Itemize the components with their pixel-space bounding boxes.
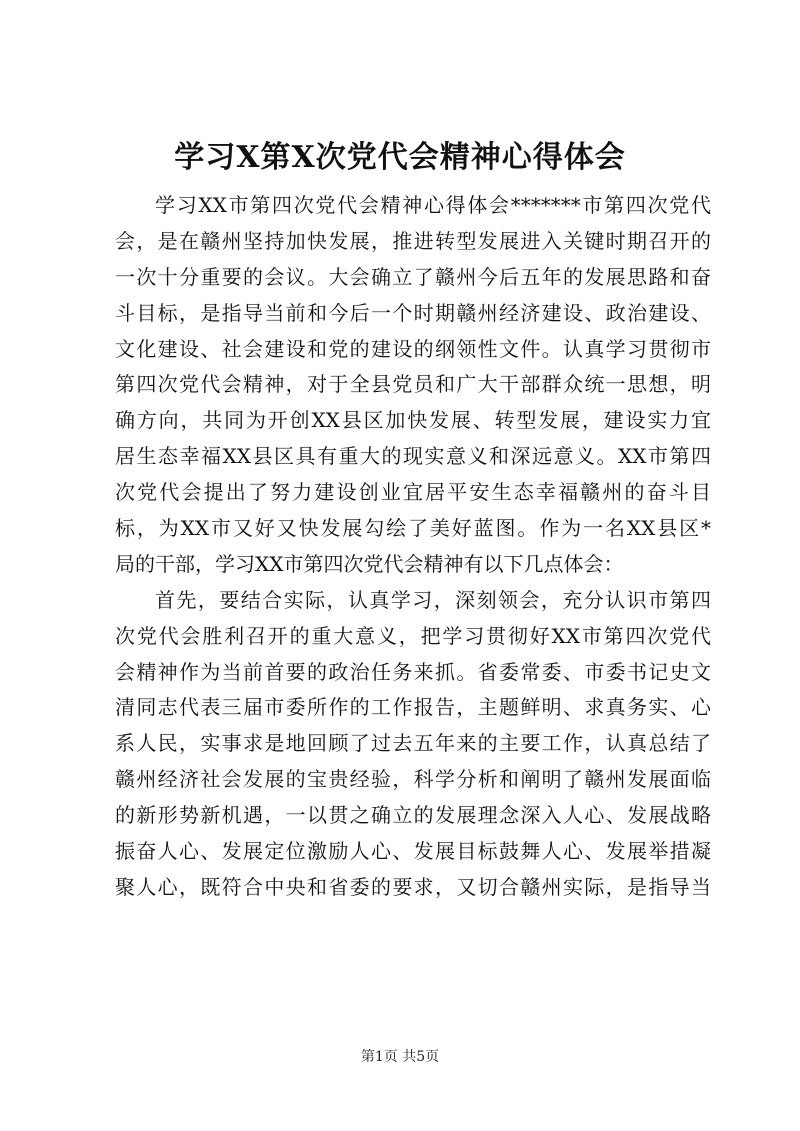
body-line: 学习XX市第四次党代会精神心得体会*******市第四次党代	[155, 193, 711, 217]
document-body	[115, 188, 711, 906]
body-line: 斗目标，是指导当前和今后一个时期赣州经济建设、政治建设、	[115, 300, 711, 325]
body-line: 首先，要结合实际，认真学习，深刻领会，充分认识市第四	[155, 587, 711, 612]
body-line: 一次十分重要的会议。大会确立了赣州今后五年的发展思路和奋	[115, 264, 711, 289]
body-line: 标，为XX市又好又快发展勾绘了美好蓝图。作为一名XX县区*	[115, 516, 711, 541]
document-title: 学习X第X次党代会精神心得体会	[174, 140, 626, 175]
body-line: 聚人心，既符合中央和省委的要求，又切合赣州实际，是指导当	[115, 874, 711, 899]
body-line: 振奋人心、发展定位激励人心、发展目标鼓舞人心、发展举措凝	[115, 839, 711, 864]
body-line: 的新形势新机遇，一以贯之确立的发展理念深入人心、发展战略	[115, 803, 711, 828]
body-line: 次党代会胜利召开的重大意义，把学习贯彻好XX市第四次党代	[115, 623, 711, 648]
body-line: 赣州经济社会发展的宝贵经验，科学分析和阐明了赣州发展面临	[115, 767, 711, 792]
body-line: 清同志代表三届市委所作的工作报告，主题鲜明、求真务实、心	[115, 695, 711, 720]
body-line: 系人民，实事求是地回顾了过去五年来的主要工作，认真总结了	[115, 731, 711, 756]
body-line: 文化建设、社会建设和党的建设的纲领性文件。认真学习贯彻市	[115, 336, 711, 361]
body-line: 第四次党代会精神，对于全县党员和广大干部群众统一思想，明	[115, 372, 711, 397]
body-line: 次党代会提出了努力建设创业宜居平安生态幸福赣州的奋斗目	[115, 480, 711, 505]
body-line: 局的干部，学习XX市第四次党代会精神有以下几点体会：	[115, 551, 624, 576]
body-line: 确方向，共同为开创XX县区加快发展、转型发展，建设实力宜	[115, 408, 711, 433]
body-line: 会，是在赣州坚持加快发展，推进转型发展进入关键时期召开的	[115, 228, 711, 253]
page-footer: 第1页 共5页	[360, 1049, 440, 1065]
body-line: 居生态幸福XX县区具有重大的现实意义和深远意义。XX市第四	[115, 444, 711, 469]
body-line: 会精神作为当前首要的政治任务来抓。省委常委、市委书记史文	[115, 659, 711, 684]
